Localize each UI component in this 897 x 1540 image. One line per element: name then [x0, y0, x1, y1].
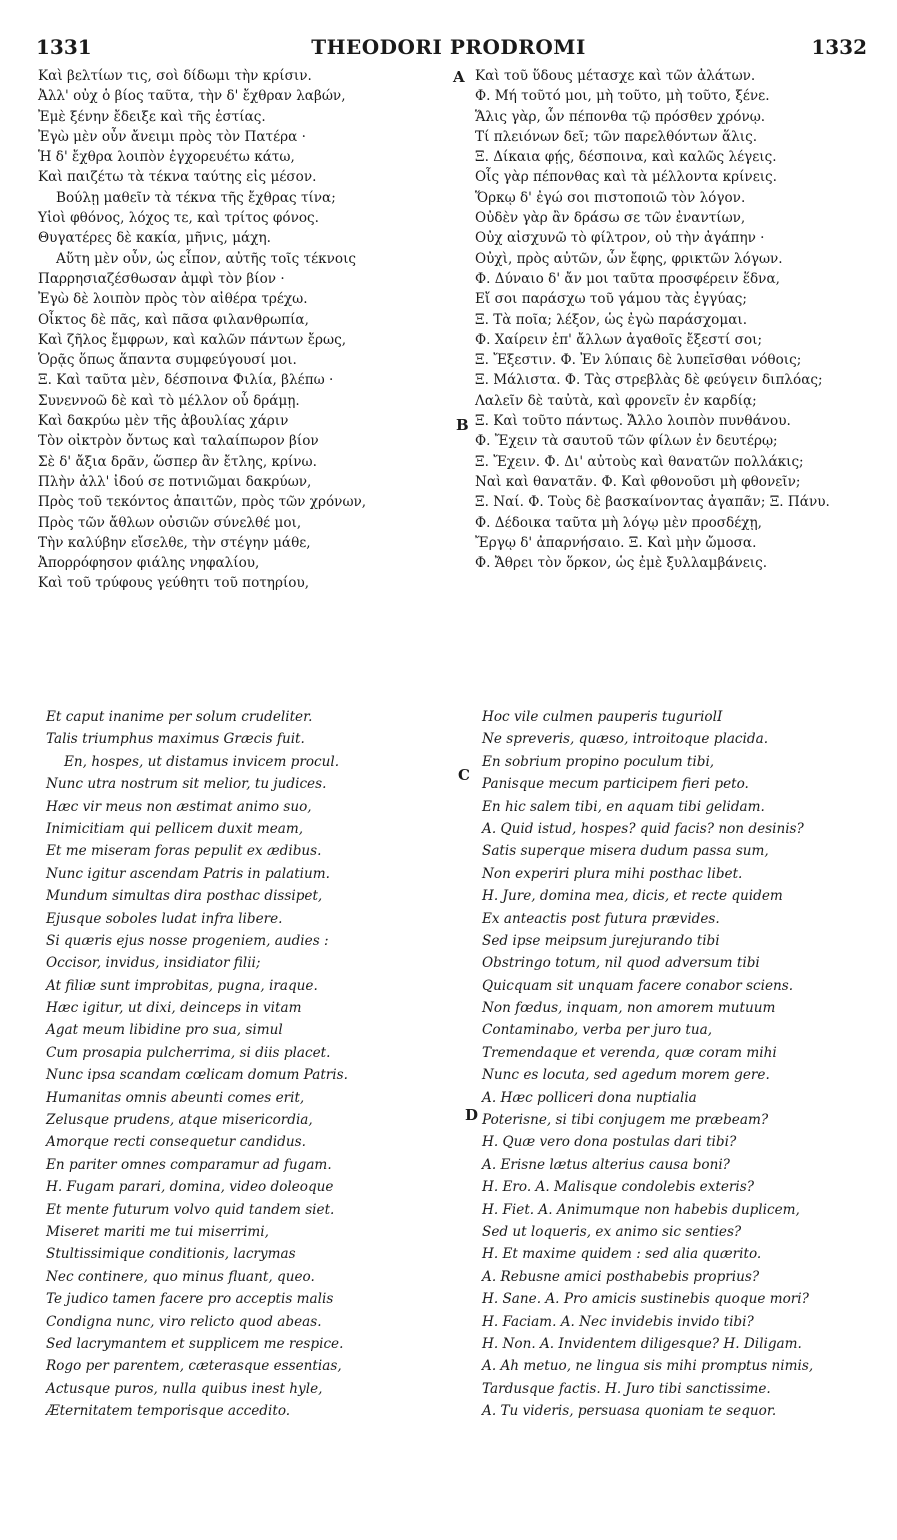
text-line: Καὶ βελτίων τις, σοὶ δίδωμι τὴν κρίσιν.	[38, 68, 312, 84]
text-line: Nunc ipsa scandam cœlicam domum Patris.	[46, 1067, 348, 1084]
text-line: Non experiri plura mihi posthac libet.	[482, 865, 743, 882]
text-line: Ναὶ καὶ θανατᾶν. Φ. Καὶ φθονοῦσι μὴ φθονεῖν;	[475, 473, 801, 490]
margin-marker-a: A	[453, 68, 465, 86]
text-line: Βούλῃ μαθεῖν τὰ τέκνα τῆς ἔχθρας τίνα;	[56, 189, 336, 206]
text-line: Ἐγὼ δὲ λοιπὸν πρὸς τὸν αἰθέρα τρέχω.	[38, 291, 308, 308]
text-line: A. Quid istud, hospes? quid facis? non desinis?	[482, 820, 804, 837]
margin-marker-b: B	[456, 416, 469, 434]
text-line: Τί πλειόνων δεῖ; τῶν παρελθόντων ἅλις.	[475, 128, 758, 145]
text-line: H. Et maxime quidem : sed alia quærito.	[482, 1246, 762, 1263]
text-line: Ἐμὲ ξένην ἔδειξε καὶ τῆς ἑστίας.	[38, 108, 266, 125]
text-line: Cum prosapia pulcherrima, si diis placet.	[46, 1044, 331, 1061]
text-line: En sobrium propino poculum tibi,	[482, 753, 715, 770]
text-line: Σὲ δ' ἄξια δρᾶν, ὥσπερ ἂν ἔτλης, κρίνω.	[38, 453, 317, 470]
text-line: Poterisne, si tibi conjugem me præbeam?	[482, 1112, 769, 1129]
text-line: Miseret mariti me tui miserrimi,	[46, 1223, 269, 1240]
text-line: Πρὸς τῶν ἄθλων οὐσιῶν σύνελθέ μοι,	[38, 514, 302, 531]
text-line: Ne spreveris, quæso, introitoque placida.	[482, 731, 769, 748]
text-line: Πρὸς τοῦ τεκόντος ἀπαιτῶν, πρὸς τῶν χρόνων,	[38, 494, 367, 511]
text-line: Nunc igitur ascendam Patris in palatium.	[46, 865, 330, 882]
text-line: Rogo per parentem, cæterasque essentias,	[46, 1358, 342, 1375]
text-line: A. Ah metuo, ne lingua sis mihi promptus nimis,	[482, 1358, 814, 1375]
text-line: H. Jure, domina mea, dicis, et recte quidem	[482, 888, 783, 905]
text-line: Ξ. Καὶ τοῦτο πάντως. Ἄλλο λοιπὸν πυνθάνου.	[475, 413, 791, 430]
greek-text-right-column	[475, 66, 893, 656]
text-line: Ἅλις γὰρ, ὧν πέπονθα τῷ πρόσθεν χρόνῳ.	[475, 108, 766, 125]
margin-marker-d: D	[465, 1106, 479, 1124]
text-line: Εἴ σοι παράσχω τοῦ γάμου τὰς ἐγγύας;	[475, 291, 747, 308]
text-line: Αὕτη μὲν οὖν, ὡς εἶπον, αὐτῆς τοῖς τέκνοις	[56, 250, 357, 267]
text-line: H. Faciam. A. Nec invidebis invido tibi?	[482, 1313, 754, 1330]
text-line: Συνεννοῶ δὲ καὶ τὸ μέλλον οὗ δράμῃ.	[38, 392, 300, 409]
text-line: Οἶκτος δὲ πᾶς, καὶ πᾶσα φιλανθρωπία,	[38, 311, 309, 328]
text-line: Hoc vile culmen pauperis tuguriolI	[482, 709, 723, 725]
text-line: Καὶ τοῦ ὕδους μέτασχε καὶ τῶν ἀλάτων.	[475, 68, 756, 84]
text-line: H. Quæ vero dona postulas dari tibi?	[482, 1134, 737, 1151]
text-line: Sed ut loqueris, ex animo sic senties?	[482, 1223, 742, 1240]
text-line: H. Fugam parari, domina, video doleoque	[46, 1179, 334, 1196]
text-line: Ξ. Μάλιστα. Φ. Τὰς στρεβλὰς δὲ φεύγειν διπλόας;	[475, 372, 823, 389]
text-line: Inimicitiam qui pellicem duxit meam,	[46, 820, 304, 837]
text-line: H. Sane. A. Pro amicis sustinebis quoque mori?	[482, 1291, 809, 1308]
text-line: Et caput inanime per solum crudeliter.	[46, 709, 313, 725]
latin-text-right-column	[482, 706, 882, 1506]
page-header	[0, 34, 897, 60]
text-line: H. Fiet. A. Animumque non habebis duplicem,	[482, 1201, 800, 1218]
latin-text-left-column	[46, 706, 446, 1506]
text-line: Οὐχὶ, πρὸς αὐτῶν, ὧν ἔφης, φρικτῶν λόγων.	[475, 250, 783, 267]
text-line: Φ. Δύναιο δ' ἄν μοι ταῦτα προσφέρειν ἕδνα,	[475, 270, 780, 287]
text-line: Obstringo totum, nil quod adversum tibi	[482, 955, 760, 972]
text-line: Ἔργῳ δ' ἀπαρνήσαιο. Ξ. Καὶ μὴν ὤμοσα.	[475, 534, 757, 551]
text-line: Οἷς γὰρ πέπονθας καὶ τὰ μέλλοντα κρίνεις.	[475, 169, 777, 186]
text-line: At filiæ sunt improbitas, pugna, iraque.	[46, 977, 318, 994]
text-line: Condigna nunc, viro relicto quod abeas.	[46, 1313, 322, 1330]
text-line: H. Ero. A. Malisque condolebis exteris?	[482, 1179, 754, 1196]
text-line: Humanitas omnis abeunti comes erit,	[46, 1089, 305, 1106]
running-title: THEODORI PRODROMI	[311, 35, 586, 59]
text-line: Θυγατέρες δὲ κακία, μῆνις, μάχη.	[38, 230, 271, 247]
text-line: A. Hæc polliceri dona nuptialia	[482, 1089, 697, 1106]
text-line: Quicquam sit unquam facere conabor sciens.	[482, 977, 794, 994]
text-line: Ἡ δ' ἔχθρα λοιπὸν ἐγχορευέτω κάτω,	[38, 149, 295, 166]
text-line: Nunc es locuta, sed agedum morem gere.	[482, 1067, 770, 1084]
text-line: Καὶ τοῦ τρύφους γεύθητι τοῦ ποτηρίου,	[38, 575, 310, 592]
margin-marker-c: C	[458, 766, 470, 784]
text-line: Non fœdus, inquam, non amorem mutuum	[482, 1000, 776, 1017]
text-line: Et mente futurum volvo quid tandem siet.	[46, 1201, 335, 1218]
text-line: Καὶ παιζέτω τὰ τέκνα ταύτης εἰς μέσον.	[38, 169, 317, 186]
text-line: Sed ipse meipsum jurejurando tibi	[482, 932, 720, 949]
text-line: Οὐχ αἰσχυνῶ τὸ φίλτρον, οὐ τὴν ἀγάπην ·	[475, 230, 765, 247]
text-line: Ἀλλ' οὐχ ὁ βίος ταῦτα, τὴν δ' ἔχθραν λαβών,	[38, 88, 346, 105]
text-line: Sed lacrymantem et supplicem me respice.	[46, 1335, 344, 1352]
text-line: A. Tu videris, persuasa quoniam te sequor.	[482, 1403, 777, 1420]
text-line: Ex anteactis post futura prævides.	[482, 910, 720, 927]
text-line: Hæc vir meus non æstimat animo suo,	[46, 798, 312, 815]
text-line: Φ. Δέδοικα ταῦτα μὴ λόγῳ μὲν προσδέχῃ,	[475, 514, 762, 531]
text-line: Ξ. Τὰ ποῖα; λέξον, ὡς ἐγὼ παράσχομαι.	[475, 311, 748, 328]
text-line: Τὴν καλύβην εἴσελθε, τὴν στέγην μάθε,	[38, 534, 311, 551]
text-line: Φ. Χαίρειν ἐπ' ἄλλων ἀγαθοῖς ἔξεστί σοι;	[475, 331, 763, 348]
text-line: Ἐγὼ μὲν οὖν ἄνειμι πρὸς τὸν Πατέρα ·	[38, 128, 306, 145]
text-line: Υἱοὶ φθόνος, λόχος τε, καὶ τρίτος φόνος.	[38, 210, 319, 227]
text-line: Si quæris ejus nosse progeniem, audies :	[46, 932, 329, 949]
text-line: Ξ. Ἔξεστιν. Φ. Ἐν λύπαις δὲ λυπεῖσθαι νόθοις;	[475, 352, 802, 369]
text-line: Agat meum libidine pro sua, simul	[46, 1022, 283, 1039]
text-line: Hæc igitur, ut dixi, deinceps in vitam	[46, 1000, 302, 1017]
text-line: Φ. Ἔχειν τὰ σαυτοῦ τῶν φίλων ἐν δευτέρῳ;	[475, 433, 778, 450]
text-line: Talis triumphus maximus Græcis fuit.	[46, 731, 305, 748]
text-line: En pariter omnes comparamur ad fugam.	[46, 1156, 332, 1173]
text-line: A. Erisne lætus alterius causa boni?	[482, 1156, 730, 1173]
column-number-right: 1332	[811, 35, 867, 59]
text-line: Nunc utra nostrum sit melior, tu judices.	[46, 776, 327, 793]
text-line: Te judico tamen facere pro acceptis malis	[46, 1291, 334, 1308]
text-line: Καὶ ζῆλος ἔμφρων, καὶ καλῶν πάντων ἔρως,	[38, 331, 347, 348]
text-line: Stultissimique conditionis, lacrymas	[46, 1246, 296, 1263]
text-line: Ξ. Δίκαια φῄς, δέσποινα, καὶ καλῶς λέγεις.	[475, 149, 777, 166]
text-line: Οὐδὲν γὰρ ἂν δράσω σε τῶν ἐναντίων,	[475, 210, 746, 227]
text-line: Satis superque misera dudum passa sum,	[482, 843, 769, 860]
text-line: Πλὴν ἀλλ' ἰδού σε ποτνιῶμαι δακρύων,	[38, 473, 312, 490]
text-line: Amorque recti consequetur candidus.	[46, 1134, 306, 1151]
text-line: Φ. Ἄθρει τὸν ὅρκον, ὡς ἐμὲ ξυλλαμβάνεις.	[475, 555, 768, 572]
text-line: Καὶ δακρύω μὲν τῆς ἀβουλίας χάριν	[38, 413, 289, 430]
text-line: Φ. Μή τοῦτό μοι, μὴ τοῦτο, μὴ τοῦτο, ξένε.	[475, 88, 770, 105]
text-line: Mundum simultas dira posthac dissipet,	[46, 888, 323, 905]
text-line: Nec continere, quo minus fluant, queo.	[46, 1268, 315, 1285]
text-line: En, hospes, ut distamus invicem procul.	[64, 753, 340, 770]
text-line: Æternitatem temporisque accedito.	[46, 1403, 291, 1420]
text-line: Λαλεῖν δὲ ταὐτὰ, καὶ φρονεῖν ἐν καρδίᾳ;	[475, 392, 757, 409]
text-line: Ξ. Ἔχειν. Φ. Δι' αὐτοὺς καὶ θανατῶν πολλάκις;	[475, 453, 804, 470]
text-line: En hic salem tibi, en aquam tibi gelidam.	[482, 798, 765, 815]
text-line: Tremendaque et verenda, quæ coram mihi	[482, 1044, 777, 1061]
greek-text-left-column	[38, 66, 458, 676]
text-line: Ὁρᾷς ὅπως ἅπαντα συμφεύγουσί μοι.	[38, 352, 297, 369]
text-line: Zelusque prudens, atque misericordia,	[46, 1112, 313, 1129]
text-line: Panisque mecum participem fieri peto.	[482, 776, 749, 793]
text-line: Tardusque factis. H. Juro tibi sanctissime.	[482, 1380, 771, 1397]
text-line: Ξ. Καὶ ταῦτα μὲν, δέσποινα Φιλία, βλέπω ·	[38, 372, 334, 389]
text-line: Actusque puros, nulla quibus inest hyle,	[46, 1380, 323, 1397]
text-line: Παρρησιαζέσθωσαν ἀμφὶ τὸν βίον ·	[38, 270, 285, 287]
text-line: Contaminabo, verba per juro tua,	[482, 1022, 713, 1039]
text-line: Ὅρκῳ δ' ἐγώ σοι πιστοποιῶ τὸν λόγον.	[475, 189, 746, 206]
text-line: Ξ. Ναί. Φ. Τοὺς δὲ βασκαίνοντας ἀγαπᾶν; Ξ. Πάνυ.	[475, 494, 830, 511]
text-line: Ejusque soboles ludat infra libere.	[46, 910, 283, 927]
text-line: Et me miseram foras pepulit ex ædibus.	[46, 843, 322, 860]
column-number-left: 1331	[36, 35, 92, 59]
text-line: A. Rebusne amici posthabebis proprius?	[482, 1268, 760, 1285]
text-line: Occisor, invidus, insidiator filii;	[46, 955, 261, 972]
text-line: Τὸν οἰκτρὸν ὄντως καὶ ταλαίπωρον βίον	[38, 433, 319, 450]
text-line: Ἀπορρόφησον φιάλης νηφαλίου,	[38, 555, 260, 572]
text-line: H. Non. A. Invidentem diligesque? H. Diligam.	[482, 1335, 802, 1352]
